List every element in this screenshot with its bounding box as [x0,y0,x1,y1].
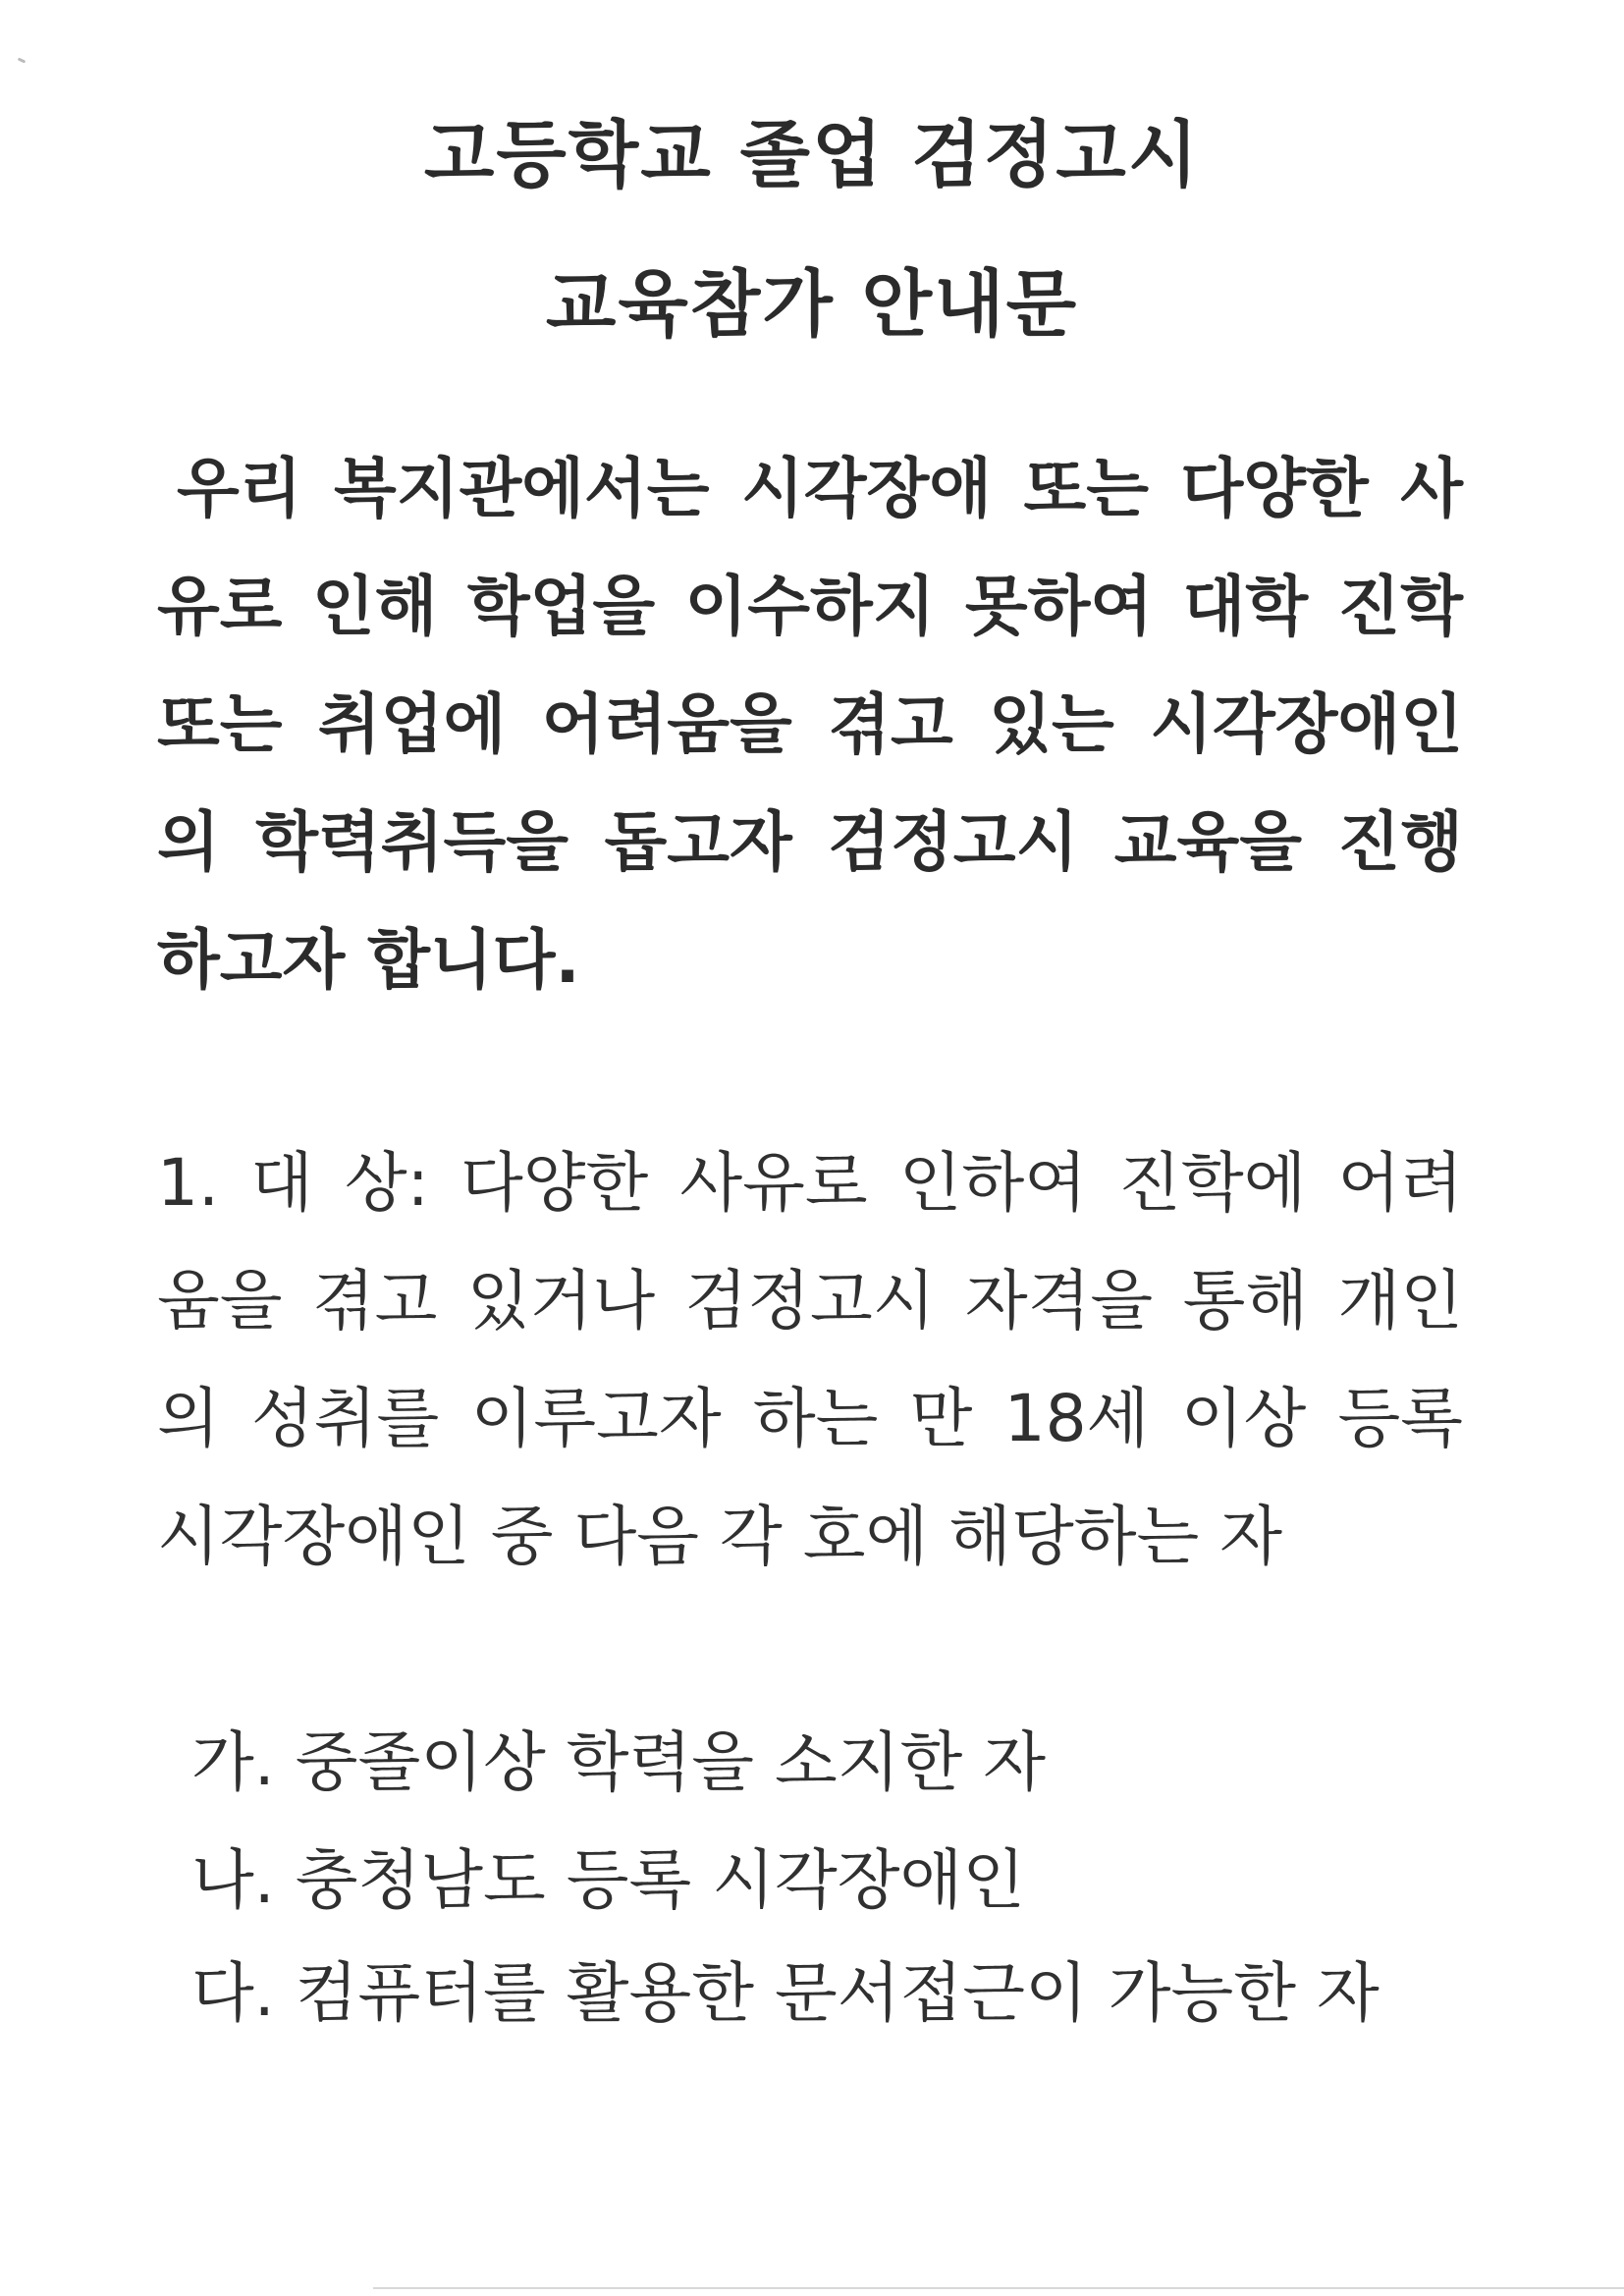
sub-item: 다. 컴퓨터를 활용한 문서접근이 가능한 자 [191,1955,1380,2031]
intro-line: 우리 복지관에서는 시각장애 또는 다양한 사 [177,451,1463,526]
item-line: 시각장애인 중 다음 각 호에 해당하는 자 [157,1499,1282,1574]
sub-item: 가. 중졸이상 학력을 소지한 자 [191,1724,1046,1800]
item-line: 움을 겪고 있거나 검정고시 자격을 통해 개인 [157,1263,1463,1339]
sub-item: 나. 충청남도 등록 시각장애인 [191,1842,1025,1918]
scan-edge-line [373,2287,1624,2289]
intro-line: 의 학력취득을 돕고자 검정고시 교육을 진행 [157,804,1463,880]
intro-line: 또는 취업에 어려움을 겪고 있는 시각장애인 [157,686,1463,762]
intro-line: 하고자 합니다. [157,922,580,998]
document-title-line-1: 고등학교 졸업 검정고시 [423,113,1201,197]
intro-line: 유로 인해 학업을 이수하지 못하여 대학 진학 [157,569,1463,644]
scan-speck [18,57,27,63]
item-line: 1. 대 상: 다양한 사유로 인하여 진학에 어려 [157,1145,1463,1221]
document-title-line-2: 교육참가 안내문 [545,262,1079,347]
item-line: 의 성취를 이루고자 하는 만 18세 이상 등록 [157,1381,1463,1456]
